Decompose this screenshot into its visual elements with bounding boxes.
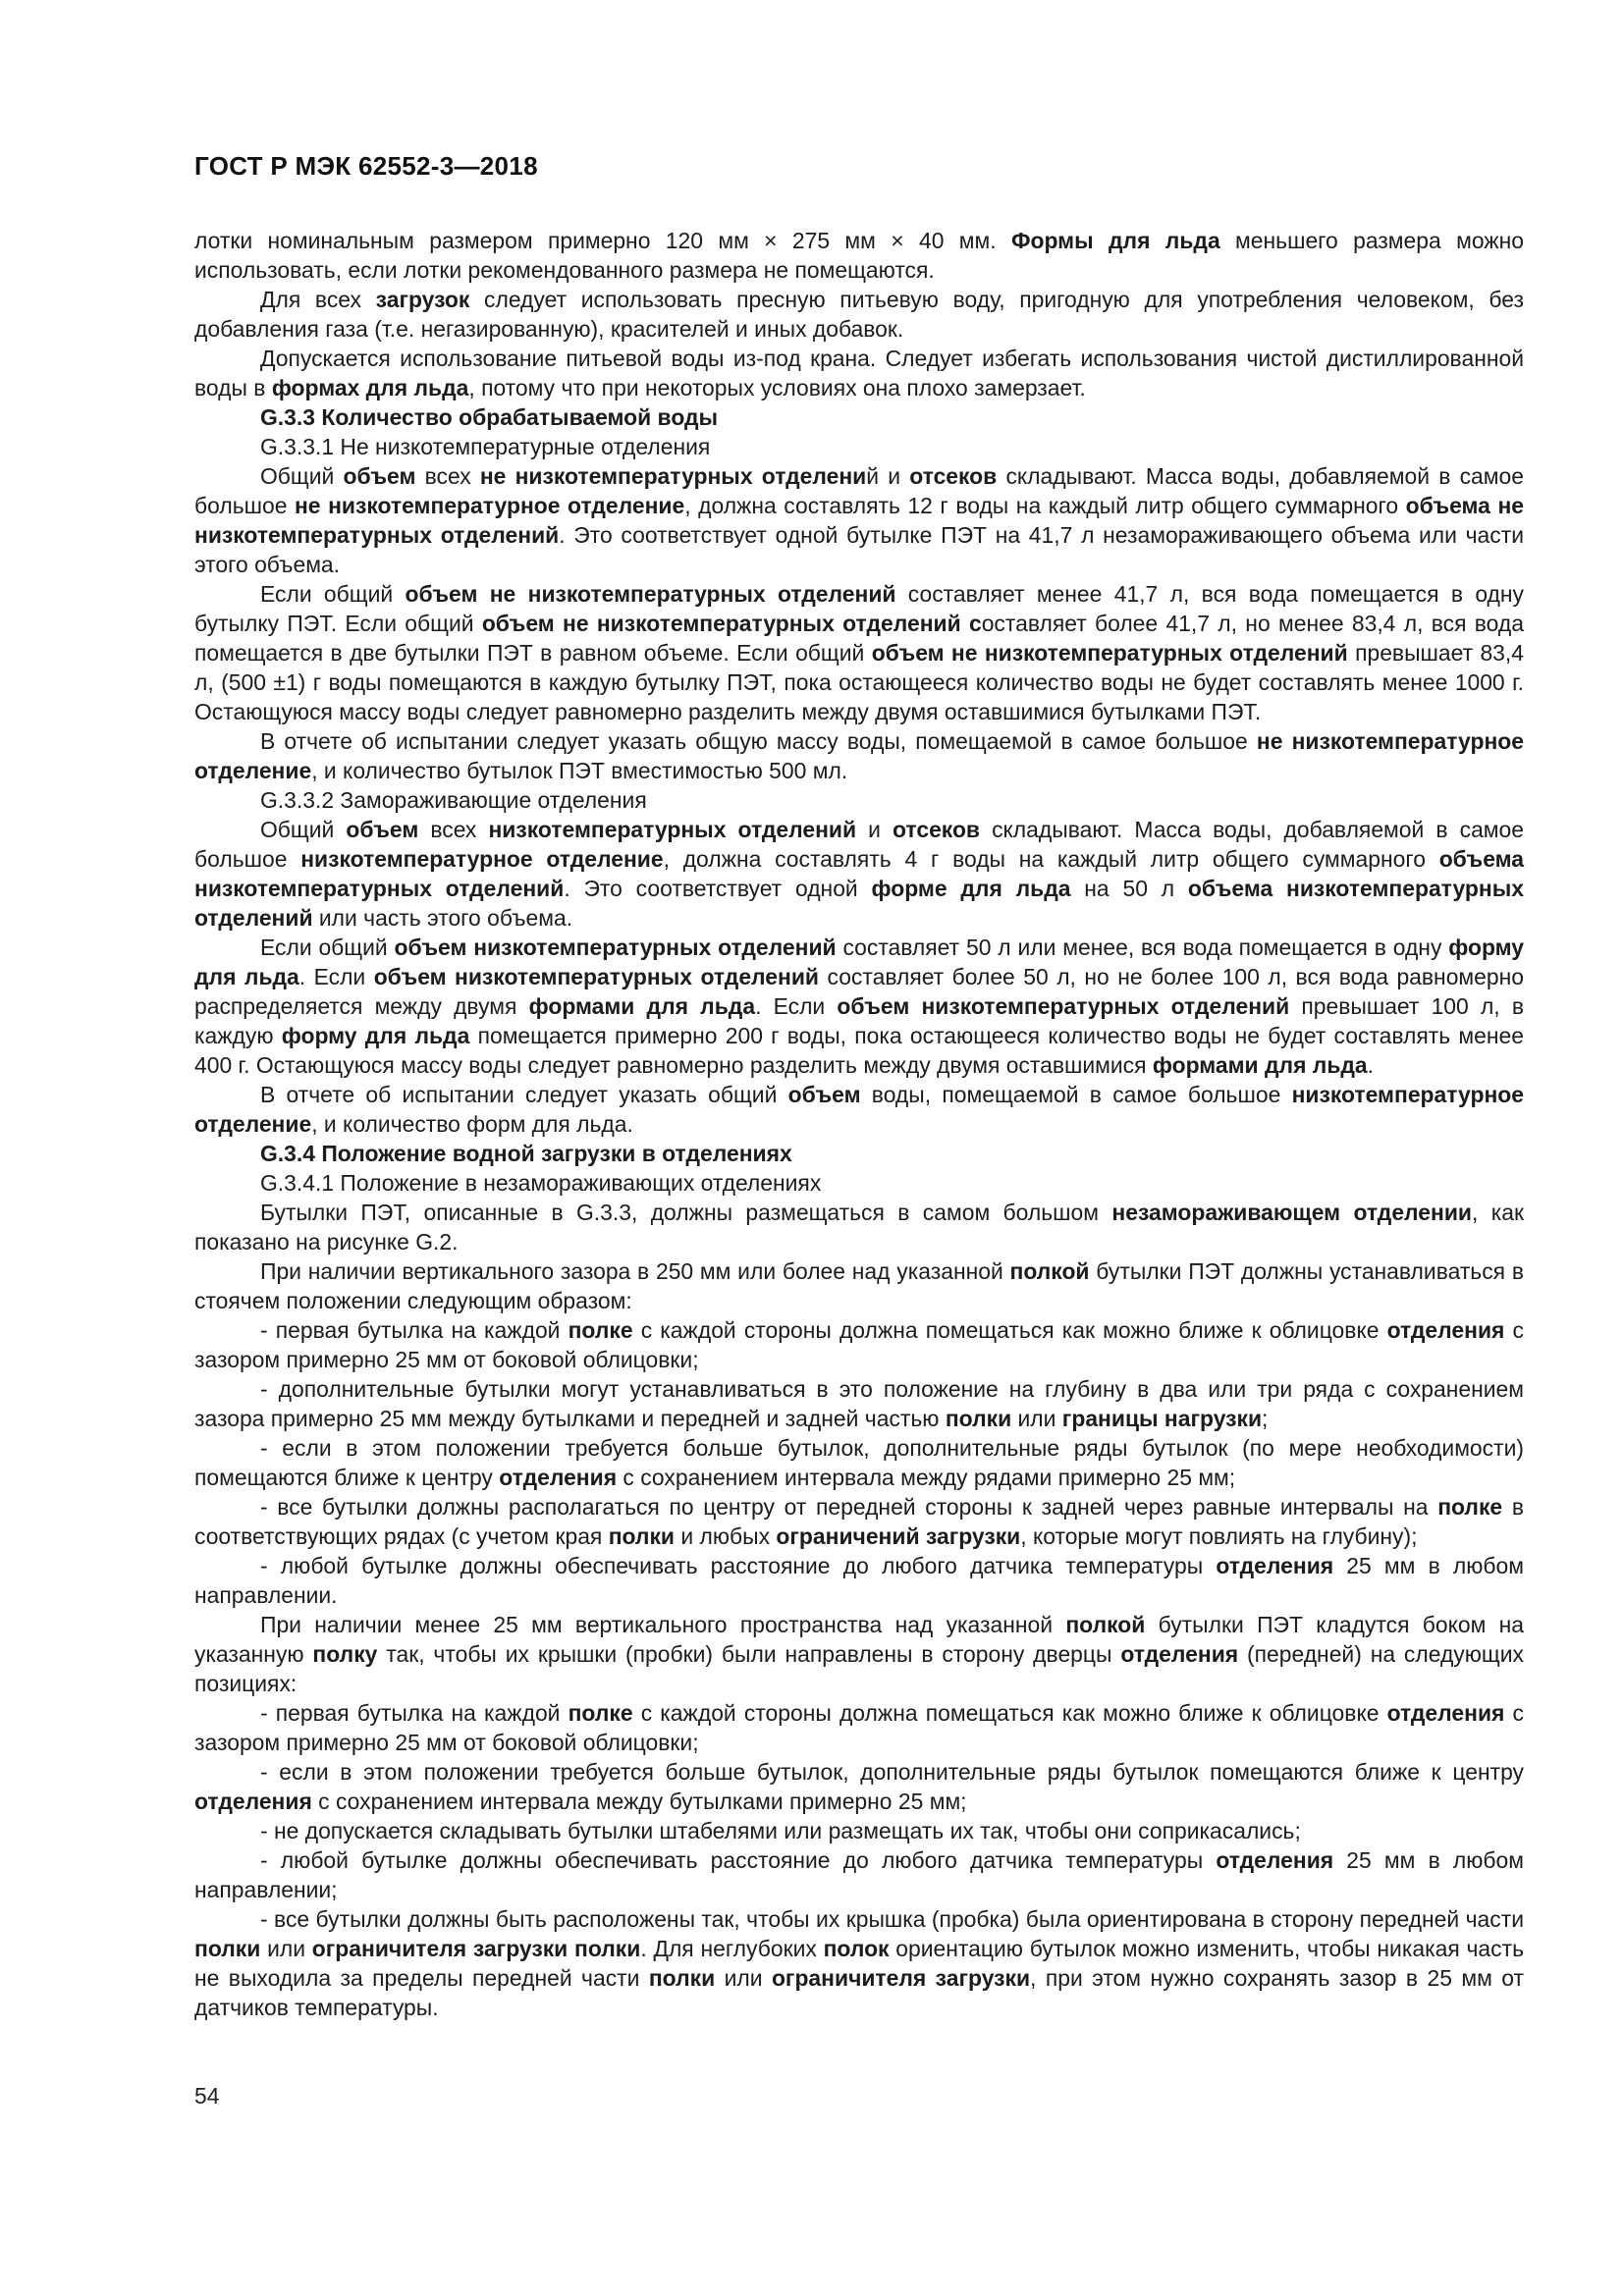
paragraph (194, 1433, 1524, 1492)
text-run: ; (1262, 1406, 1269, 1431)
text-run: превышает 100 л, в каждую (194, 993, 1525, 1048)
text-run: с зазором примерно 25 мм от боковой облицовки; (194, 1317, 1524, 1372)
text-run: Для всех (260, 287, 376, 312)
text-run: складывают. Масса воды, добавляемой в самое большое (194, 817, 1524, 872)
paragraph (194, 815, 1524, 933)
paragraph (194, 1374, 1524, 1433)
text-run: - дополнительные бутылки могут устанавливаться в это положение на глубину в два или три ряда с сохранением зазора примерно 25 мм между бутылками и передней и задней частью (194, 1376, 1524, 1431)
paragraph (194, 1198, 1524, 1256)
bold-term: полку (312, 1641, 378, 1667)
paragraph (194, 1492, 1524, 1551)
text-run: бутылки ПЭТ кладутся боком на указанную (194, 1612, 1524, 1667)
bold-term: объем (787, 1082, 861, 1107)
text-run: или (260, 1936, 312, 1961)
section-heading (194, 402, 1524, 432)
paragraph (194, 285, 1524, 344)
page-number: 54 (194, 2083, 220, 2109)
text-run: В отчете об испытании следует указать общий (260, 1082, 788, 1107)
bold-term: низкотемпературное отделение (300, 846, 664, 872)
paragraph (194, 726, 1524, 785)
paragraph (194, 1757, 1524, 1816)
bold-term: полкой (1009, 1258, 1090, 1284)
text-run: . Это соответствует одной бутылке ПЭТ на 41,7 л незамораживающего объема или части этого объема. (194, 522, 1524, 577)
section-heading (194, 1139, 1524, 1168)
paragraph (194, 1816, 1524, 1845)
bold-term: объем низкотемпературных отделений (373, 964, 820, 989)
text-run: всех (418, 817, 489, 842)
document-body (194, 226, 1524, 2022)
paragraph (194, 1904, 1524, 2022)
text-run: составляет 50 л или менее, вся вода помещается в одну (836, 934, 1449, 960)
bold-term: полке (1437, 1494, 1503, 1520)
paragraph (194, 1698, 1524, 1757)
text-run: в соответствующих рядах (с учетом края (194, 1494, 1524, 1549)
text-run: оставляет более 41,7 л, но менее 83,4 л, вся вода помещается в две бутылки ПЭТ в равном объеме. Если общий (194, 611, 1524, 666)
bold-term: формах для льда (271, 375, 469, 400)
text-run: Допускается использование питьевой воды из-под крана. Следует избегать использования чистой дистиллированной воды в (194, 346, 1524, 400)
bold-term: отделения (1216, 1847, 1334, 1873)
bold-term: отсеков (909, 463, 998, 489)
bold-term: загрузок (375, 287, 470, 312)
text-run: составляет более 50 л, но не более 100 л, вся вода равномерно распределяется между двумя (194, 964, 1525, 1019)
paragraph (194, 1080, 1524, 1139)
text-run: G.3.3.1 Не низкотемпературные отделения (260, 434, 711, 459)
bold-term: не низкотемпературное отделение (194, 728, 1524, 783)
text-run: на 50 л (1070, 876, 1188, 901)
text-run: составляет менее 41,7 л, вся вода помещается в одну бутылку ПЭТ. Если общий (194, 581, 1524, 636)
text-run: , которые могут повлиять на глубину); (1020, 1523, 1418, 1549)
text-run: бутылки ПЭТ должны устанавливаться в стоячем положении следующим образом: (194, 1258, 1525, 1313)
text-run: и любых (675, 1523, 777, 1549)
text-run: или часть этого объема. (312, 905, 573, 931)
subsection-heading (194, 432, 1524, 461)
text-run: . Это соответствует одной (564, 876, 872, 901)
bold-term: границы нагрузки (1061, 1406, 1263, 1431)
paragraph (194, 1315, 1524, 1374)
text-run: Общий (260, 463, 344, 489)
bold-term: Формы для льда (1010, 228, 1220, 253)
text-run: и (856, 817, 893, 842)
bold-term: полки (945, 1406, 1012, 1431)
paragraph (194, 1551, 1524, 1610)
text-run: 25 мм в любом направлении; (194, 1847, 1525, 1902)
text-run: - любой бутылке должны обеспечивать расстояние до любого датчика температуры (260, 1847, 1217, 1873)
text-run: , должна составлять 12 г воды на каждый литр общего суммарного (684, 493, 1406, 518)
text-run: с каждой стороны должна помещаться как можно ближе к облицовке (632, 1700, 1387, 1726)
bold-term: отделения (1120, 1641, 1239, 1667)
bold-term: полке (568, 1317, 633, 1343)
subsection-heading (194, 1168, 1524, 1198)
document-header: ГОСТ Р МЭК 62552-3—2018 (194, 151, 538, 181)
bold-term: полки (194, 1936, 261, 1961)
subsection-heading (194, 785, 1524, 815)
bold-term: объема низкотемпературных отделений (194, 876, 1524, 931)
text-run: 25 мм в любом направлении. (194, 1553, 1525, 1608)
text-run: G.3.4.1 Положение в незамораживающих отделениях (260, 1170, 822, 1196)
text-run: так, чтобы их крышки (пробки) были направлены в сторону дверцы (377, 1641, 1121, 1667)
text-run: , как показано на рисунке G.2. (194, 1200, 1525, 1255)
text-run: - первая бутылка на каждой (260, 1317, 568, 1343)
bold-term: отделения (194, 1789, 312, 1814)
bold-term: полке (568, 1700, 633, 1726)
text-run: - если в этом положении требуется больше бутылок, дополнительные ряды бутылок (по мере необходимости) помещаются ближе к центру (194, 1435, 1524, 1490)
bold-term: формами для льда (528, 993, 756, 1019)
text-run: лотки номинальным размером примерно 120 мм × 275 мм × 40 мм. (194, 228, 1011, 253)
text-run: Общий (260, 817, 347, 842)
text-run: , потому что при некоторых условиях она плохо замерзает. (468, 375, 1086, 400)
bold-term: объема низкотемпературных отделений (194, 846, 1524, 901)
bold-term: ограничений загрузки (776, 1523, 1021, 1549)
bold-term: объем низкотемпературных отделений (394, 934, 837, 960)
paragraph (194, 344, 1524, 402)
paragraph (194, 461, 1524, 579)
text-run: . Если (298, 964, 374, 989)
text-run: - первая бутылка на каждой (260, 1700, 568, 1726)
text-run: всех (415, 463, 480, 489)
bold-term: отделения (1386, 1700, 1505, 1726)
bold-term: не низкотемпературное отделение (294, 493, 685, 518)
bold-term: ограничителя загрузки полки (311, 1936, 641, 1961)
bold-term: не низкотемпературных отделени (479, 463, 867, 489)
text-run: При наличии менее 25 мм вертикального пространства над указанной (260, 1612, 1066, 1637)
bold-term: полки (608, 1523, 675, 1549)
paragraph-continuation (194, 226, 1524, 285)
text-run: или (715, 1965, 772, 1991)
bold-term: полки (648, 1965, 716, 1991)
text-run: . Для неглубоких (640, 1936, 824, 1961)
text-run: складывают. Масса воды, добавляемой в самое большое (194, 463, 1524, 518)
text-run: воды, помещаемой в самое большое (860, 1082, 1292, 1107)
text-run: (передней) на следующих позициях: (194, 1641, 1524, 1696)
bold-term: отделения (1216, 1553, 1334, 1578)
text-run: Если общий (260, 581, 406, 607)
bold-term: отсеков (893, 817, 981, 842)
text-run: или (1011, 1406, 1062, 1431)
bold-term: форму для льда (281, 1023, 470, 1048)
paragraph (194, 1845, 1524, 1904)
text-run: превышает 83,4 л, (500 ±1) г воды помещаются в каждую бутылку ПЭТ, пока остающееся количество воды не будет составлять менее 1000 г. Остающуюся массу воды следует равномерно разделить между двумя оставшимися бутылками ПЭТ. (194, 640, 1524, 724)
bold-term: форме для льда (871, 876, 1071, 901)
bold-term: объем (346, 817, 419, 842)
bold-term: объем не низкотемпературных отделений (405, 581, 896, 607)
text-run: . (1367, 1052, 1375, 1078)
text-run: с каждой стороны должна помещаться как можно ближе к облицовке (632, 1317, 1387, 1343)
bold-term: отделения (499, 1465, 618, 1490)
text-run: Если общий (260, 934, 395, 960)
bold-term: формами для льда (1152, 1052, 1368, 1078)
text-run: , должна составлять 4 г воды на каждый литр общего суммарного (663, 846, 1439, 872)
bold-term: отделения (1386, 1317, 1505, 1343)
text-run: G.3.4 Положение водной загрузки в отделениях (260, 1141, 792, 1166)
text-run: с зазором примерно 25 мм от боковой облицовки; (194, 1700, 1524, 1755)
bold-term: незамораживающем отделении (1111, 1200, 1473, 1225)
text-run: G.3.3.2 Замораживающие отделения (260, 787, 647, 813)
text-run: - все бутылки должны быть расположены так, чтобы их крышка (пробка) была ориентирована в сторону передней части (260, 1906, 1524, 1932)
bold-term: объем низкотемпературных отделений (837, 993, 1290, 1019)
bold-term: объем не низкотемпературных отделений с (481, 611, 982, 636)
text-run: - если в этом положении требуется больше бутылок, дополнительные ряды бутылок помещаются ближе к центру (260, 1759, 1524, 1785)
bold-term: полок (823, 1936, 890, 1961)
paragraph (194, 1256, 1524, 1315)
bold-term: форму для льда (194, 934, 1524, 989)
text-run: с сохранением интервала между рядами примерно 25 мм; (617, 1465, 1236, 1490)
paragraph (194, 933, 1524, 1080)
text-run: Бутылки ПЭТ, описанные в G.3.3, должны размещаться в самом большом (260, 1200, 1112, 1225)
bold-term: низкотемпературное отделение (194, 1082, 1524, 1137)
bold-term: объем (343, 463, 416, 489)
text-run: В отчете об испытании следует указать общую массу воды, помещаемой в самое большое (260, 728, 1257, 754)
bold-term: ограничителя загрузки (771, 1965, 1031, 1991)
text-run: - все бутылки должны располагаться по центру от передней стороны к задней через равные интервалы на (260, 1494, 1438, 1520)
text-run: - не допускается складывать бутылки штабелями или размещать их так, чтобы они соприкасались; (260, 1818, 1301, 1843)
text-run: помещается примерно 200 г воды, пока остающееся количество воды не будет составлять менее 400 г. Остающуюся массу воды следует равномерно разделить между двумя оставшимися (194, 1023, 1525, 1078)
text-run: ориентацию бутылок можно изменить, чтобы никакая часть не выходила за пределы передней части (194, 1936, 1524, 1991)
text-run: следует использовать пресную питьевую воду, пригодную для употребления человеком, без добавления газа (т.е. негазированную), красителей и иных добавок. (194, 287, 1524, 342)
text-run: При наличии вертикального зазора в 250 мм или более над указанной (260, 1258, 1010, 1284)
bold-term: объема не низкотемпературных отделений (194, 493, 1524, 548)
text-run: , и количество бутылок ПЭТ вместимостью 500 мл. (311, 758, 848, 783)
paragraph (194, 1610, 1524, 1698)
text-run: меньшего размера можно использовать, если лотки рекомендованного размера не помещаются. (194, 228, 1524, 283)
bold-term: полкой (1065, 1612, 1146, 1637)
bold-term: низкотемпературных отделений (488, 817, 857, 842)
bold-term: объем не низкотемпературных отделений (871, 640, 1348, 666)
text-run: й и (866, 463, 910, 489)
text-run: G.3.3 Количество обрабатываемой воды (260, 404, 719, 430)
text-run: , и количество форм для льда. (311, 1111, 633, 1137)
text-run: , при этом нужно сохранять зазор в 25 мм от датчиков температуры. (194, 1965, 1525, 2020)
text-run: с сохранением интервала между бутылками примерно 25 мм; (311, 1789, 967, 1814)
paragraph (194, 579, 1524, 726)
text-run: . Если (755, 993, 838, 1019)
text-run: - любой бутылке должны обеспечивать расстояние до любого датчика температуры (260, 1553, 1217, 1578)
